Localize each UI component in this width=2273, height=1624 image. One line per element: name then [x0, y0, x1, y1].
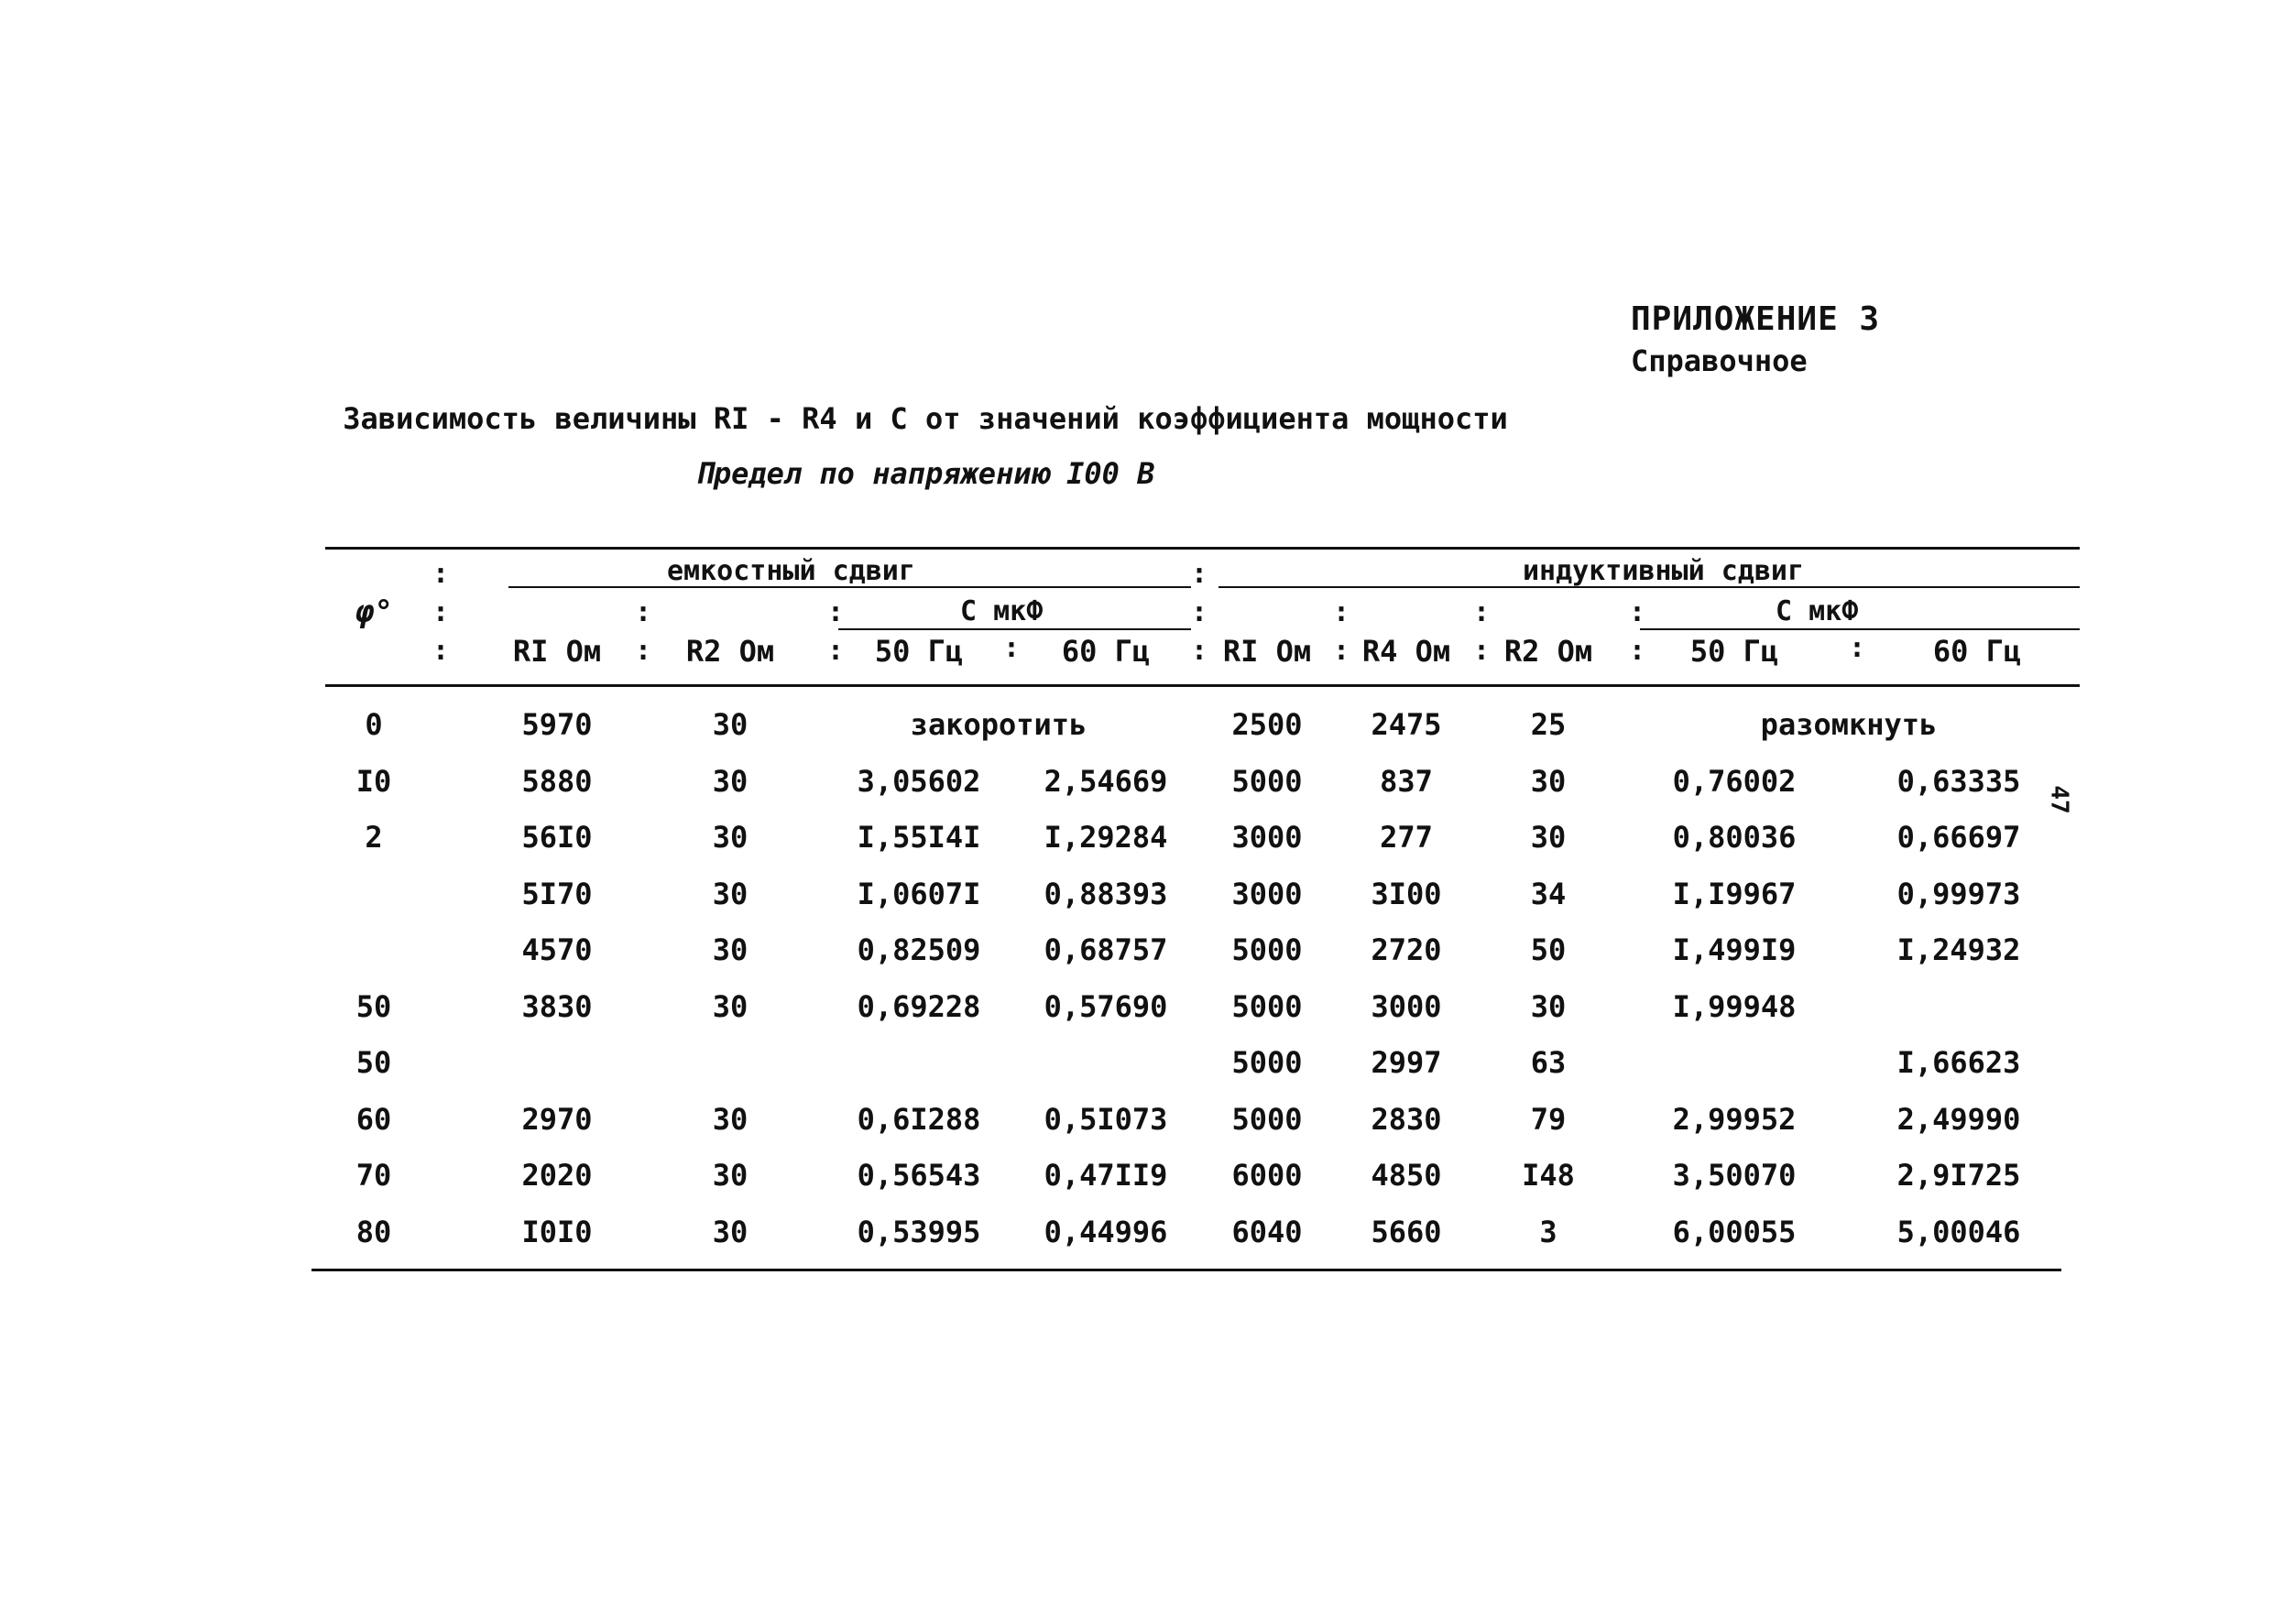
table-cell: 63 [1530, 1045, 1567, 1080]
table-cell: 30 [1530, 820, 1567, 855]
column-header: 50 Гц [874, 634, 964, 669]
table-cell: I,0607I [857, 877, 981, 911]
table-cell: 2,99952 [1672, 1102, 1797, 1137]
table-cell: 3000 [1231, 877, 1303, 911]
table-cell: 30 [712, 1158, 749, 1193]
table-cell: 0,69228 [857, 989, 981, 1024]
header-separators: : [1003, 632, 1021, 664]
table-cell: 4850 [1371, 1158, 1442, 1193]
phi-cell: 60 [355, 1102, 392, 1137]
table-cell: 30 [712, 820, 749, 855]
table-cell: 0,47II9 [1044, 1158, 1168, 1193]
table-cell: 3000 [1231, 820, 1303, 855]
table-cell: 0,99973 [1896, 877, 2021, 911]
table-cell: 277 [1380, 820, 1433, 855]
table-cell: 0,44996 [1044, 1215, 1168, 1249]
column-header: R2 Ом [685, 634, 775, 669]
table-cell: 56I0 [521, 820, 593, 855]
table-cell: 30 [712, 1215, 749, 1249]
table-cell: 79 [1530, 1102, 1567, 1137]
table-cell: 5970 [521, 707, 593, 742]
header-separators: : [1849, 632, 1866, 664]
table-cell: 34 [1530, 877, 1567, 911]
table-cell: 0,6I288 [857, 1102, 981, 1137]
table-cell: 0,82509 [857, 932, 981, 967]
table-cell: I0I0 [521, 1215, 593, 1249]
page-number: 47 [2045, 785, 2073, 814]
table-cell: 5660 [1371, 1215, 1442, 1249]
table-cell: 30 [712, 877, 749, 911]
table-cell: 0,80036 [1672, 820, 1797, 855]
table-cell: 30 [712, 764, 749, 799]
table-cell: 3I00 [1371, 877, 1442, 911]
table-cell: 2,9I725 [1896, 1158, 2021, 1193]
table-cell: 3 [1539, 1215, 1557, 1249]
column-header: R2 Ом [1503, 634, 1593, 669]
appendix-label: ПРИЛОЖЕНИЕ 3 [1631, 300, 1881, 338]
column-header: 60 Гц [1061, 634, 1151, 669]
table-cell: 5000 [1231, 932, 1303, 967]
document-subtitle: Предел по напряжению I00 B [695, 456, 1155, 491]
table-cell: 30 [1530, 764, 1567, 799]
table-cell: I,99948 [1672, 989, 1797, 1024]
table-cell: 5000 [1231, 764, 1303, 799]
table-cell: 0,53995 [857, 1215, 981, 1249]
column-header: 50 Гц [1689, 634, 1779, 669]
header-separators: : : [1333, 596, 1350, 667]
table-cell: I,499I9 [1672, 932, 1797, 967]
table-cell: 5880 [521, 764, 593, 799]
column-header: 60 Гц [1932, 634, 2022, 669]
table-cell: 0,68757 [1044, 932, 1168, 967]
phi-cell: 50 [355, 1045, 392, 1080]
table-cell: 2,54669 [1044, 764, 1168, 799]
table-cell: 837 [1380, 764, 1433, 799]
table-cell: 0,57690 [1044, 989, 1168, 1024]
ind-c-unit-rule [1640, 628, 2080, 630]
table-top-rule [325, 547, 2080, 550]
table-cell: I48 [1522, 1158, 1575, 1193]
phi-cell: 0 [365, 707, 383, 742]
table-cell: I,I9967 [1672, 877, 1797, 911]
column-header: RI Ом [512, 634, 602, 669]
header-separators: : : [827, 596, 845, 667]
table-cell: 0,63335 [1896, 764, 2021, 799]
phi-cell: 50 [355, 989, 392, 1024]
table-bottom-rule [311, 1269, 2061, 1271]
table-cell: 5000 [1231, 989, 1303, 1024]
table-cell: 30 [1530, 989, 1567, 1024]
header-separators: : : [1629, 596, 1646, 667]
table-cell: 30 [712, 932, 749, 967]
table-cell: 5,00046 [1896, 1215, 2021, 1249]
table-cell: I,66623 [1896, 1045, 2021, 1080]
table-cell: 0,88393 [1044, 877, 1168, 911]
table-cell: 30 [712, 989, 749, 1024]
table-cell: 6,00055 [1672, 1215, 1797, 1249]
header-separators: : : [635, 596, 652, 667]
table-cell: 3,50070 [1672, 1158, 1797, 1193]
table-cell: I,24932 [1896, 932, 2021, 967]
phi-cell: 80 [355, 1215, 392, 1249]
capacitive-group-header: емкостный сдвиг [667, 555, 915, 587]
cap-c-unit-rule [838, 628, 1191, 630]
table-cell: 5000 [1231, 1045, 1303, 1080]
table-cell: 2020 [521, 1158, 593, 1193]
table-cell: 30 [712, 1102, 749, 1137]
table-cell: 6040 [1231, 1215, 1303, 1249]
phi-header: φ° [355, 594, 393, 630]
table-cell: 3830 [521, 989, 593, 1024]
table-cell: 2,49990 [1896, 1102, 2021, 1137]
table-cell: 0,76002 [1672, 764, 1797, 799]
phi-cell: 70 [355, 1158, 392, 1193]
table-cell: 6000 [1231, 1158, 1303, 1193]
phi-cell: I0 [355, 764, 392, 799]
table-cell: 5000 [1231, 1102, 1303, 1137]
header-bottom-rule [325, 684, 2080, 687]
ind-c-unit-header: C мкФ [1776, 595, 1859, 627]
header-separators: : : [1473, 596, 1491, 667]
header-separators: : : : [1191, 558, 1208, 667]
table-cell: 0,56543 [857, 1158, 981, 1193]
table-cell: 2997 [1371, 1045, 1442, 1080]
table-cell: 5I70 [521, 877, 593, 911]
table-cell: 30 [712, 707, 749, 742]
table-cell: 4570 [521, 932, 593, 967]
table-cell: I,55I4I [857, 820, 981, 855]
document-title: Зависимость величины RI - R4 и C от значений коэффициента мощности [343, 401, 1508, 436]
open-circuit-label: разомкнуть [1760, 707, 1938, 742]
table-cell: 3,05602 [857, 764, 981, 799]
phi-cell: 2 [365, 820, 383, 855]
inductive-group-header: индуктивный сдвиг [1523, 555, 1805, 587]
column-header: R4 Ом [1361, 634, 1451, 669]
table-cell: 2500 [1231, 707, 1303, 742]
column-header: RI Ом [1222, 634, 1312, 669]
table-cell: 0,66697 [1896, 820, 2021, 855]
header-separators: : : : [432, 558, 450, 667]
table-cell: 3000 [1371, 989, 1442, 1024]
table-cell: 2475 [1371, 707, 1442, 742]
cap-c-unit-header: C мкФ [960, 595, 1044, 627]
table-cell: I,29284 [1044, 820, 1168, 855]
short-circuit-label: закоротить [910, 707, 1087, 742]
table-cell: 2970 [521, 1102, 593, 1137]
table-cell: 0,5I073 [1044, 1102, 1168, 1137]
appendix-subtitle: Справочное [1631, 343, 1808, 378]
table-cell: 2720 [1371, 932, 1442, 967]
table-cell: 2830 [1371, 1102, 1442, 1137]
table-cell: 25 [1530, 707, 1567, 742]
table-cell: 50 [1530, 932, 1567, 967]
